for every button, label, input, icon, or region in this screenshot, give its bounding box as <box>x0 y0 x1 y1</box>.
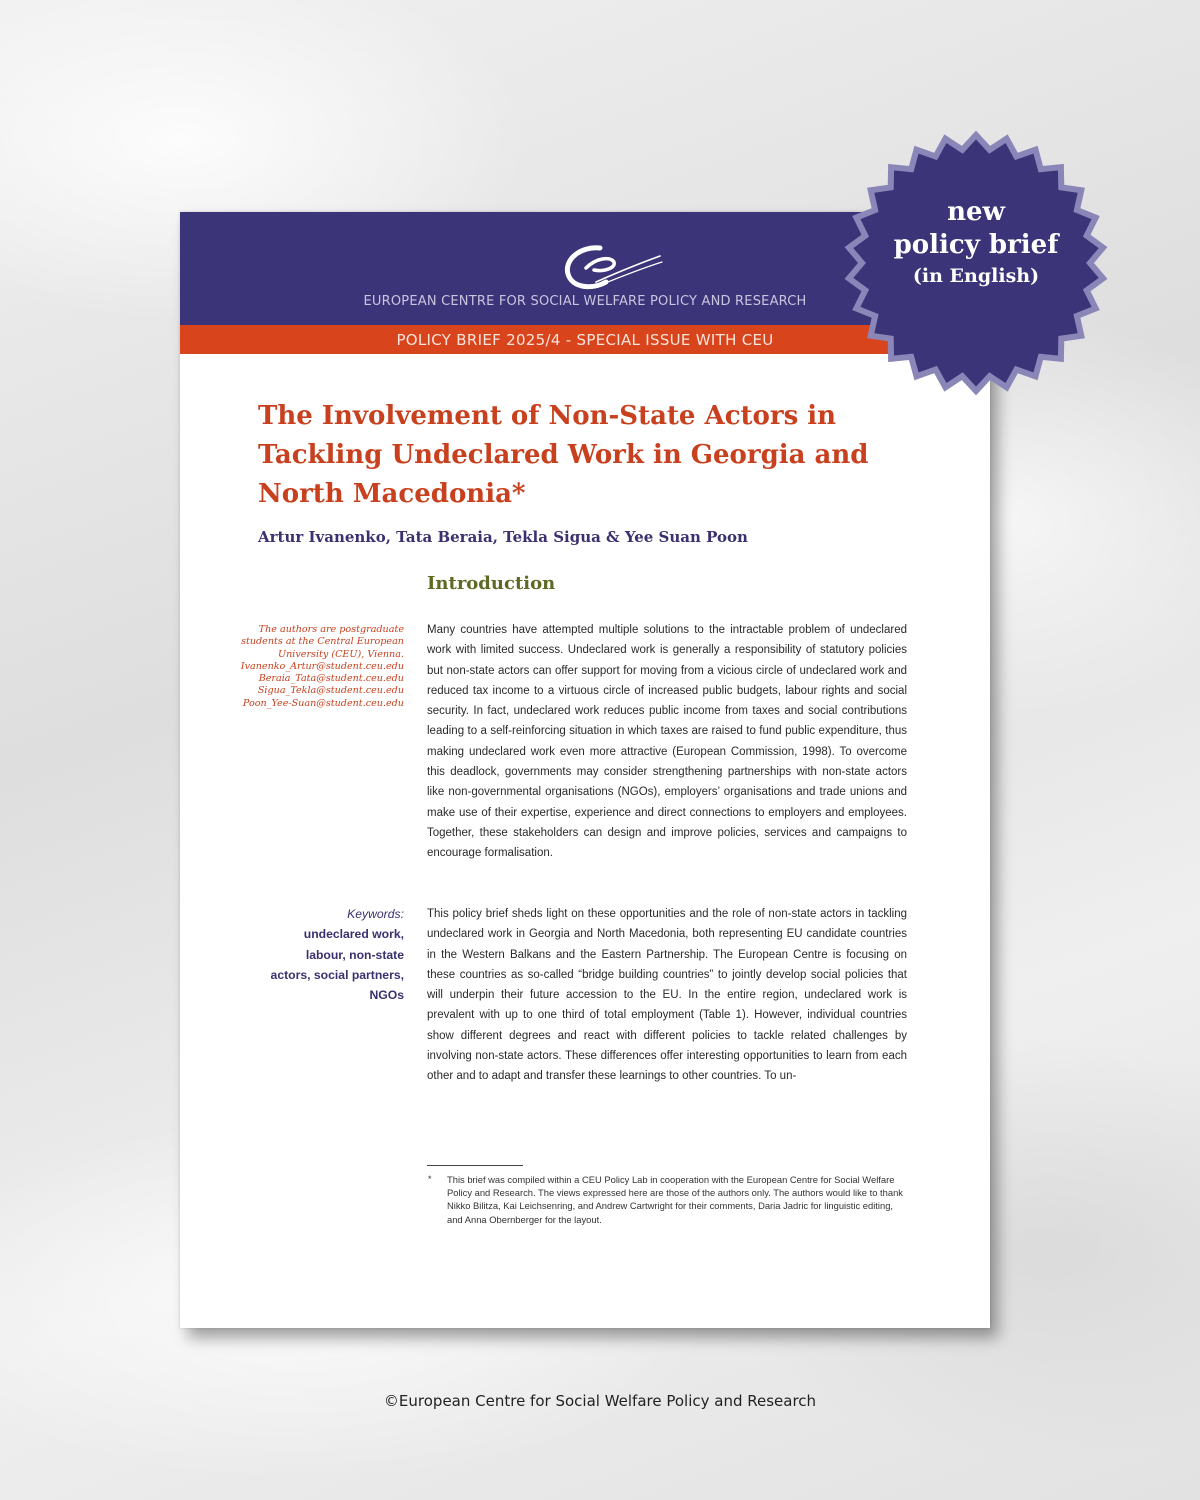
series-label: POLICY BRIEF 2025/4 - SPECIAL ISSUE WITH CEU <box>396 331 774 349</box>
body-paragraph: Many countries have attempted multiple solutions to the intractable problem of undeclared work with limited success. Undeclared work is generally a responsibility of statutory policies but non-state actors can offer support for moving from a vicious circle of undeclared work and reduced tax income to a virtuous circle of increased public budgets, labour rights and social security. In fact, undeclared work reduces public income from taxes and social contributions leading to a self-reinforcing situation in which taxes are raised to fund public expenditure, thus making undeclared work even more attractive (European Commission, 1998). To overcome this deadlock, governments may consider strengthening partnerships with non-state actors like non-governmental organisations (NGOs), employers’ organisations and trade unions and make use of their expertise, experience and direct connections to employers and employees. Together, these stakeholders can design and improve policies, services and campaigns to encourage formalisation. <box>427 624 907 860</box>
keyword-line: undeclared work, <box>303 927 404 942</box>
badge-line-language: (in English) <box>912 265 1040 287</box>
keyword-line: NGOs <box>369 988 404 1003</box>
footnote-mark: * <box>428 1174 432 1184</box>
organization-name: EUROPEAN CENTRE FOR SOCIAL WELFARE POLICY AND RESEARCH <box>363 294 807 309</box>
copyright-notice: ©European Centre for Social Welfare Policy and Research <box>383 1392 817 1410</box>
document-title: The Involvement of Non-State Actors in Tackling Undeclared Work in Georgia and North Macedonia* <box>258 401 869 509</box>
author-email: Beraia_Tata@student.ceu.edu <box>258 673 404 685</box>
author-email: Sigua_Tekla@student.ceu.edu <box>257 685 404 697</box>
author-email: Poon_Yee-Suan@student.ceu.edu <box>242 697 404 709</box>
section-heading: Introduction <box>427 573 556 594</box>
author-note-line: University (CEU), Vienna. <box>278 648 404 660</box>
author-email: Ivanenko_Artur@student.ceu.edu <box>240 660 404 672</box>
author-note <box>208 624 404 710</box>
keyword-line: labour, non-state <box>305 947 404 962</box>
keyword-line: actors, social partners, <box>270 967 404 982</box>
footnote: This brief was compiled within a CEU Policy Lab in cooperation with the European Centre for Social Welfare Policy and Research. The views expressed here are those of the authors only. The authors would like to thank Nikko Bilitza, Kai Leichsenring, and Andrew Cartwright for their comments, Daria Jadric for linguistic editing, and Anna Obernberger for the layout. <box>447 1174 903 1225</box>
keywords-label: Keywords: <box>347 907 404 921</box>
badge-line-new: new <box>947 197 1005 227</box>
keywords-box <box>208 904 404 1005</box>
author-note-line: students at the Central European <box>241 636 404 648</box>
footnote-divider <box>427 1165 523 1166</box>
european-centre-logo-icon <box>556 238 666 294</box>
badge-text <box>843 196 1109 290</box>
body-paragraph: This policy brief sheds light on these opportunities and the role of non-state actors in tackling undeclared work in Georgia and North Macedonia, both representing EU candidate countries in the Western Balkans and the Eastern Partnership. The European Centre is focusing on these countries as so-called “bridge building countries” to jointly develop social policies that will underpin their future accession to the EU. In the entire region, undeclared work is prevalent with up to one third of total employment (Table 1). However, individual countries show different degrees and react with different policies to tackle related challenges by involving non-state actors. These differences offer interesting opportunities to learn from each other and to adapt and transfer these learnings to other countries. To un- <box>427 908 907 1083</box>
author-note-line: The authors are postgraduate <box>258 624 404 635</box>
authors: Artur Ivanenko, Tata Beraia, Tekla Sigua & Yee Suan Poon <box>258 528 748 546</box>
badge-line-policy-brief: policy brief <box>893 230 1059 260</box>
